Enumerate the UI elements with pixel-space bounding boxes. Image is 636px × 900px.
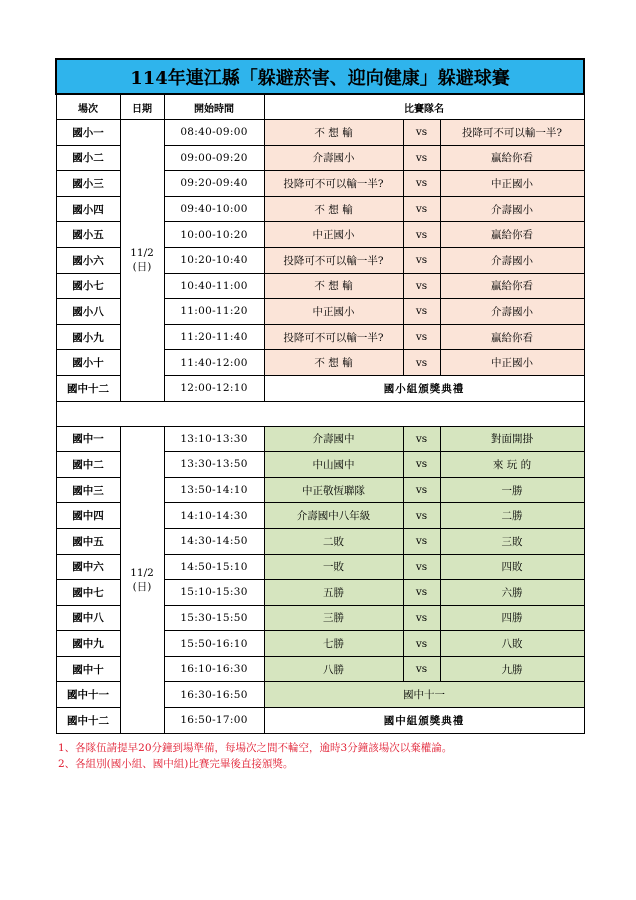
- match-id: 國中一: [56, 426, 120, 452]
- header-time: 開始時間: [164, 94, 264, 120]
- team-b: 介壽國小: [440, 196, 584, 222]
- vs-label: vs: [403, 580, 440, 606]
- team-b: 九勝: [440, 656, 584, 682]
- team-a: 介壽國中: [264, 426, 403, 452]
- match-id: 國小十: [56, 350, 120, 376]
- team-a: 介壽國中八年級: [264, 503, 403, 529]
- match-time: 09:40-10:00: [164, 196, 264, 222]
- team-b: 對面開掛: [440, 426, 584, 452]
- ceremony-label: 國小組頒獎典禮: [264, 375, 584, 401]
- extra-match-label: 國中十一: [264, 682, 584, 708]
- vs-label: vs: [403, 324, 440, 350]
- match-time: 15:30-15:50: [164, 605, 264, 631]
- match-time: 11:40-12:00: [164, 350, 264, 376]
- team-b: 中正國小: [440, 171, 584, 197]
- vs-label: vs: [403, 426, 440, 452]
- team-b: 贏給你看: [440, 324, 584, 350]
- team-a: 不 想 輸: [264, 350, 403, 376]
- junior-match-row: [56, 426, 584, 452]
- team-a: 中正國小: [264, 299, 403, 325]
- match-id: 國小八: [56, 299, 120, 325]
- match-time: 10:40-11:00: [164, 273, 264, 299]
- header-teams: 比賽隊名: [264, 94, 584, 120]
- match-date: 11/2 (日): [120, 120, 164, 402]
- match-time: 08:40-09:00: [164, 120, 264, 146]
- match-id: 國中七: [56, 580, 120, 606]
- header-match: 場次: [56, 94, 120, 120]
- team-b: 四勝: [440, 605, 584, 631]
- vs-label: vs: [403, 656, 440, 682]
- team-a: 中正敬恆聯隊: [264, 477, 403, 503]
- match-id: 國小三: [56, 171, 120, 197]
- match-id: 國小七: [56, 273, 120, 299]
- match-time: 12:00-12:10: [164, 375, 264, 401]
- match-id: 國中六: [56, 554, 120, 580]
- team-a: 八勝: [264, 656, 403, 682]
- team-b: 三敗: [440, 528, 584, 554]
- match-time: 11:20-11:40: [164, 324, 264, 350]
- match-time: 16:30-16:50: [164, 682, 264, 708]
- match-id: 國小九: [56, 324, 120, 350]
- match-id: 國小五: [56, 222, 120, 248]
- note-1: 1、各隊伍請提早20分鐘到場準備，每場次之間不輪空，逾時3分鐘該場次以棄權論。: [58, 742, 453, 754]
- match-id: 國小二: [56, 145, 120, 171]
- vs-label: vs: [403, 503, 440, 529]
- match-time: 15:10-15:30: [164, 580, 264, 606]
- table-header: [56, 94, 584, 120]
- match-time: 15:50-16:10: [164, 631, 264, 657]
- match-id: 國中九: [56, 631, 120, 657]
- team-a: 三勝: [264, 605, 403, 631]
- match-id: 國中八: [56, 605, 120, 631]
- match-time: 14:30-14:50: [164, 528, 264, 554]
- vs-label: vs: [403, 222, 440, 248]
- match-time: 13:50-14:10: [164, 477, 264, 503]
- vs-label: vs: [403, 299, 440, 325]
- vs-label: vs: [403, 196, 440, 222]
- match-id: 國中十一: [56, 682, 120, 708]
- match-time: 14:50-15:10: [164, 554, 264, 580]
- team-a: 一敗: [264, 554, 403, 580]
- vs-label: vs: [403, 477, 440, 503]
- vs-label: vs: [403, 554, 440, 580]
- match-time: 10:00-10:20: [164, 222, 264, 248]
- notes: [58, 740, 588, 772]
- team-a: 中山國中: [264, 452, 403, 478]
- match-id: 國中十: [56, 656, 120, 682]
- match-id: 國中二: [56, 452, 120, 478]
- team-b: 投降可不可以輸一半?: [440, 120, 584, 146]
- match-id: 國小四: [56, 196, 120, 222]
- elementary-match-row: [56, 120, 584, 146]
- section-divider: [56, 401, 584, 426]
- team-a: 介壽國小: [264, 145, 403, 171]
- match-time: 09:20-09:40: [164, 171, 264, 197]
- match-id: 國中四: [56, 503, 120, 529]
- match-time: 16:10-16:30: [164, 656, 264, 682]
- team-a: 五勝: [264, 580, 403, 606]
- team-a: 七勝: [264, 631, 403, 657]
- vs-label: vs: [403, 120, 440, 146]
- match-id: 國小六: [56, 247, 120, 273]
- vs-label: vs: [403, 350, 440, 376]
- team-b: 一勝: [440, 477, 584, 503]
- team-b: 二勝: [440, 503, 584, 529]
- vs-label: vs: [403, 145, 440, 171]
- team-a: 不 想 輸: [264, 273, 403, 299]
- vs-label: vs: [403, 171, 440, 197]
- vs-label: vs: [403, 528, 440, 554]
- note-2: 2、各組別(國小組、國中組)比賽完畢後直接頒獎。: [58, 758, 294, 770]
- team-a: 投降可不可以輸一半?: [264, 247, 403, 273]
- page-title: 114年連江縣「躲避菸害、迎向健康」躲避球賽: [56, 59, 584, 94]
- team-a: 投降可不可以輸一半?: [264, 324, 403, 350]
- vs-label: vs: [403, 605, 440, 631]
- match-id: 國小一: [56, 120, 120, 146]
- team-b: 贏給你看: [440, 273, 584, 299]
- team-b: 四敗: [440, 554, 584, 580]
- match-id: 國中三: [56, 477, 120, 503]
- team-b: 中正國小: [440, 350, 584, 376]
- schedule-table: [55, 58, 585, 734]
- team-b: 贏給你看: [440, 222, 584, 248]
- match-id: 國中十二: [56, 375, 120, 401]
- team-a: 中正國小: [264, 222, 403, 248]
- match-id: 國中十二: [56, 708, 120, 734]
- vs-label: vs: [403, 452, 440, 478]
- vs-label: vs: [403, 273, 440, 299]
- team-b: 介壽國小: [440, 299, 584, 325]
- match-time: 09:00-09:20: [164, 145, 264, 171]
- team-b: 來 玩 的: [440, 452, 584, 478]
- vs-label: vs: [403, 631, 440, 657]
- match-time: 13:30-13:50: [164, 452, 264, 478]
- team-b: 八敗: [440, 631, 584, 657]
- vs-label: vs: [403, 247, 440, 273]
- match-time: 16:50-17:00: [164, 708, 264, 734]
- match-id: 國中五: [56, 528, 120, 554]
- team-a: 不 想 輸: [264, 196, 403, 222]
- team-a: 二敗: [264, 528, 403, 554]
- team-a: 投降可不可以輸一半?: [264, 171, 403, 197]
- match-time: 10:20-10:40: [164, 247, 264, 273]
- team-b: 六勝: [440, 580, 584, 606]
- team-b: 介壽國小: [440, 247, 584, 273]
- match-time: 14:10-14:30: [164, 503, 264, 529]
- match-time: 13:10-13:30: [164, 426, 264, 452]
- match-time: 11:00-11:20: [164, 299, 264, 325]
- team-b: 贏給你看: [440, 145, 584, 171]
- ceremony-label: 國中組頒獎典禮: [264, 708, 584, 734]
- match-date: 11/2 (日): [120, 426, 164, 733]
- team-a: 不 想 輸: [264, 120, 403, 146]
- divider-cell: [56, 401, 584, 426]
- header-date: 日期: [120, 94, 164, 120]
